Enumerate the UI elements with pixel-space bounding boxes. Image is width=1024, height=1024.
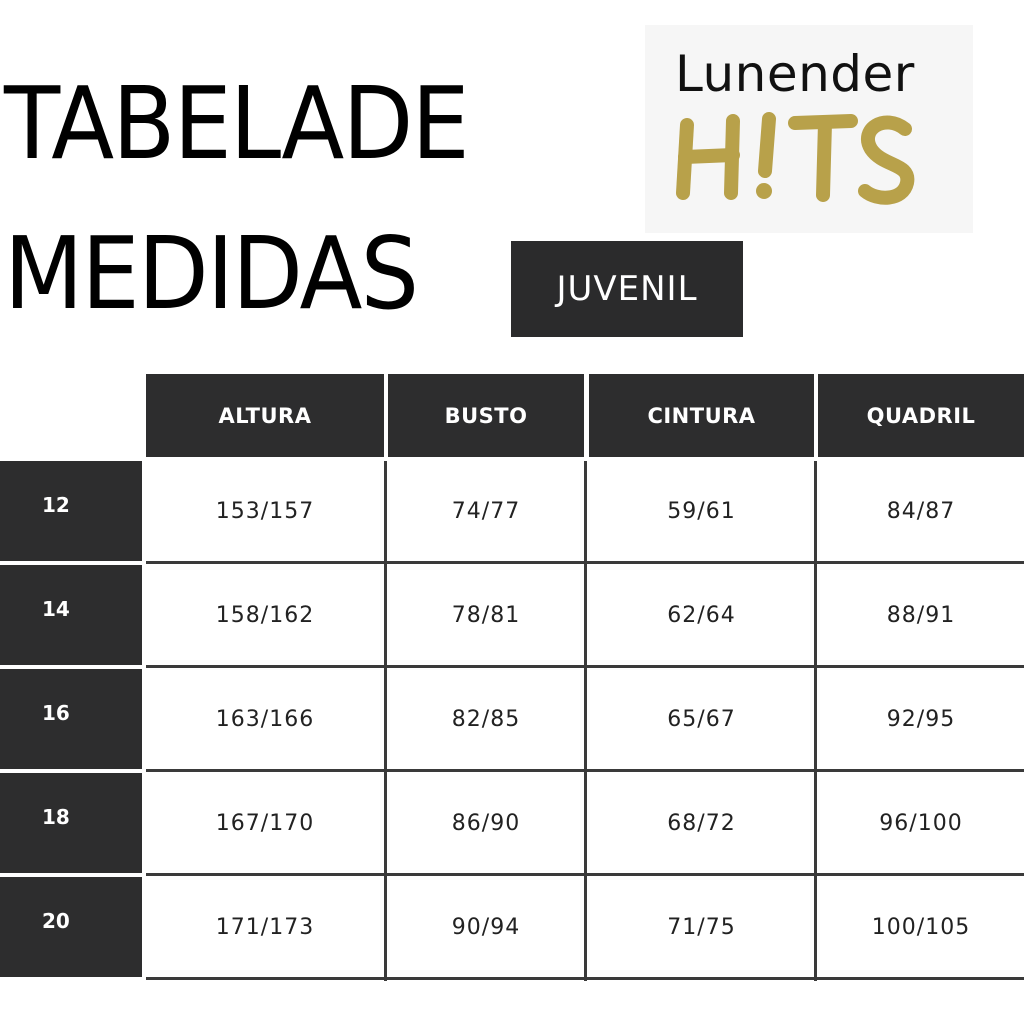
column-divider bbox=[584, 461, 587, 981]
row-size-label: 12 bbox=[0, 461, 142, 561]
brand-logo bbox=[645, 25, 973, 233]
table-cell-quadril: 84/87 bbox=[886, 498, 956, 524]
page-title-line-2: MEDIDAS bbox=[4, 215, 418, 332]
table-cell-busto: 82/85 bbox=[451, 706, 521, 732]
row-size-label: 18 bbox=[0, 773, 142, 873]
table-cell-busto: 90/94 bbox=[451, 914, 521, 940]
column-header-busto: BUSTO bbox=[388, 374, 584, 457]
row-size-label: 14 bbox=[0, 565, 142, 665]
table-cell-quadril: 88/91 bbox=[886, 602, 956, 628]
page-title-line-1: TABELADE bbox=[4, 65, 468, 182]
category-badge: JUVENIL bbox=[511, 241, 743, 337]
table-cell-cintura: 59/61 bbox=[667, 498, 736, 524]
table-cell-busto: 86/90 bbox=[451, 810, 521, 836]
column-header-quadril: QUADRIL bbox=[818, 374, 1024, 457]
table-cell-altura: 163/166 bbox=[215, 706, 315, 732]
column-header-altura: ALTURA bbox=[146, 374, 384, 457]
table-cell-altura: 171/173 bbox=[215, 914, 315, 940]
row-size-label: 20 bbox=[0, 877, 142, 977]
table-cell-quadril: 96/100 bbox=[879, 810, 963, 836]
brand-logo-hits bbox=[645, 25, 973, 233]
table-cell-altura: 158/162 bbox=[215, 602, 315, 628]
column-header-cintura: CINTURA bbox=[589, 374, 814, 457]
table-cell-busto: 74/77 bbox=[451, 498, 521, 524]
table-cell-cintura: 71/75 bbox=[667, 914, 736, 940]
row-size-label: 16 bbox=[0, 669, 142, 769]
column-divider bbox=[814, 461, 817, 981]
table-cell-altura: 167/170 bbox=[215, 810, 315, 836]
table-cell-quadril: 92/95 bbox=[886, 706, 956, 732]
table-cell-altura: 153/157 bbox=[215, 498, 315, 524]
table-cell-busto: 78/81 bbox=[451, 602, 521, 628]
table-cell-cintura: 62/64 bbox=[667, 602, 736, 628]
table-cell-quadril: 100/105 bbox=[871, 914, 971, 940]
column-divider bbox=[384, 461, 387, 981]
brand-logo-name: Lunender bbox=[675, 45, 915, 103]
table-cell-cintura: 68/72 bbox=[667, 810, 736, 836]
table-cell-cintura: 65/67 bbox=[667, 706, 736, 732]
